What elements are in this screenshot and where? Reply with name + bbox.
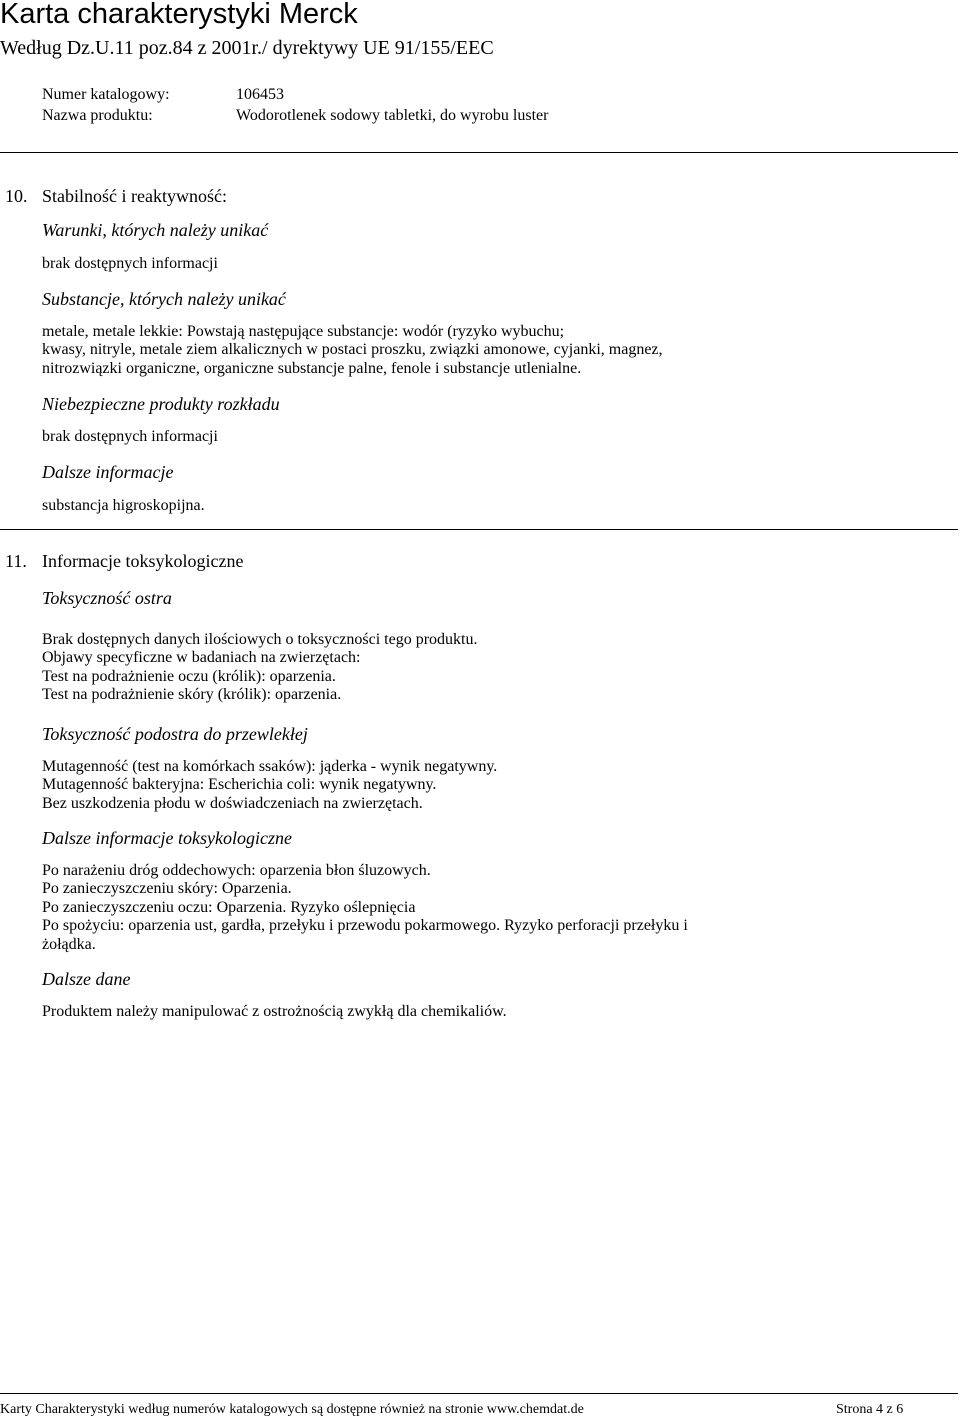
product-name-label: Nazwa produktu: [42,107,153,124]
document-subtitle: Według Dz.U.11 poz.84 z 2001r./ dyrektywy UE 91/155/EEC [0,37,494,59]
text-line: żołądka. [42,935,96,953]
text-line: Po spożyciu: oparzenia ust, gardła, przełyku i przewodu pokarmowego. Ryzyko perforacji przełyku i [42,917,688,935]
footer-divider [0,1393,958,1394]
text-line: Test na podrażnienie oczu (królik): oparzenia. [42,667,336,685]
catalog-number-label: Numer katalogowy: [42,86,170,103]
section-divider [0,529,958,530]
subacute-toxicity-text [42,758,497,813]
section-10-title: Stabilność i reaktywność: [42,186,227,206]
text-line: Brak dostępnych danych ilościowych o toksyczności tego produktu. [42,631,478,648]
acute-toxicity-heading: Toksyczność ostra [42,588,172,608]
further-data-text: Produktem należy manipulować z ostrożnością zwykłą dla chemikaliów. [42,1003,507,1020]
text-line: Po narażeniu dróg oddechowych: oparzenia błon śluzowych. [42,862,431,879]
text-line: metale, metale lekkie: Powstają następujące substancje: wodór (ryzyko wybuchu; [42,323,565,340]
text-line: nitrozwiązki organiczne, organiczne substancje palne, fenole i substancje utlenialne. [42,359,582,377]
text-line: Bez uszkodzenia płodu w doświadczeniach na zwierzętach. [42,794,423,812]
acute-toxicity-text [42,631,477,705]
further-tox-text [42,862,688,954]
section-11-number: 11. [5,551,27,571]
footer-note: Karty Charakterystyki według numerów katalogowych są dostępne również na stronie www.chemdat.de [0,1402,584,1417]
subacute-toxicity-heading: Toksyczność podostra do przewlekłej [42,724,308,744]
text-line: Mutagenność (test na komórkach ssaków): jąderka - wynik negatywny. [42,758,498,775]
decomposition-text: brak dostępnych informacji [42,428,218,445]
avoid-conditions-text: brak dostępnych informacji [42,255,218,272]
text-line: Po zanieczyszczeniu oczu: Oparzenia. Ryzyko oślepnięcia [42,898,416,916]
avoid-conditions-heading: Warunki, których należy unikać [42,220,269,240]
text-line: kwasy, nitryle, metale ziem alkalicznych w postaci proszku, związki amonowe, cyjanki, magnez, [42,341,663,359]
avoid-substances-text [42,323,663,378]
further-info-text: substancja higroskopijna. [42,497,205,514]
text-line: Test na podrażnienie skóry (królik): oparzenia. [42,686,342,704]
further-data-heading: Dalsze dane [42,969,131,989]
further-tox-heading: Dalsze informacje toksykologiczne [42,828,292,848]
decomposition-heading: Niebezpieczne produkty rozkładu [42,394,280,414]
section-11-title: Informacje toksykologiczne [42,551,244,571]
section-10-number: 10. [5,186,28,206]
text-line: Mutagenność bakteryjna: Escherichia coli: wynik negatywny. [42,776,437,794]
product-name-value: Wodorotlenek sodowy tabletki, do wyrobu luster [236,107,549,124]
header-divider [0,152,958,153]
avoid-substances-heading: Substancje, których należy unikać [42,289,286,309]
further-info-heading: Dalsze informacje [42,462,174,482]
text-line: Po zanieczyszczeniu skóry: Oparzenia. [42,880,292,898]
catalog-number-value: 106453 [236,86,284,103]
document-title: Karta charakterystyki Merck [0,0,358,30]
text-line: Objawy specyficzne w badaniach na zwierzętach: [42,649,361,667]
page-number: Strona 4 z 6 [836,1402,904,1417]
